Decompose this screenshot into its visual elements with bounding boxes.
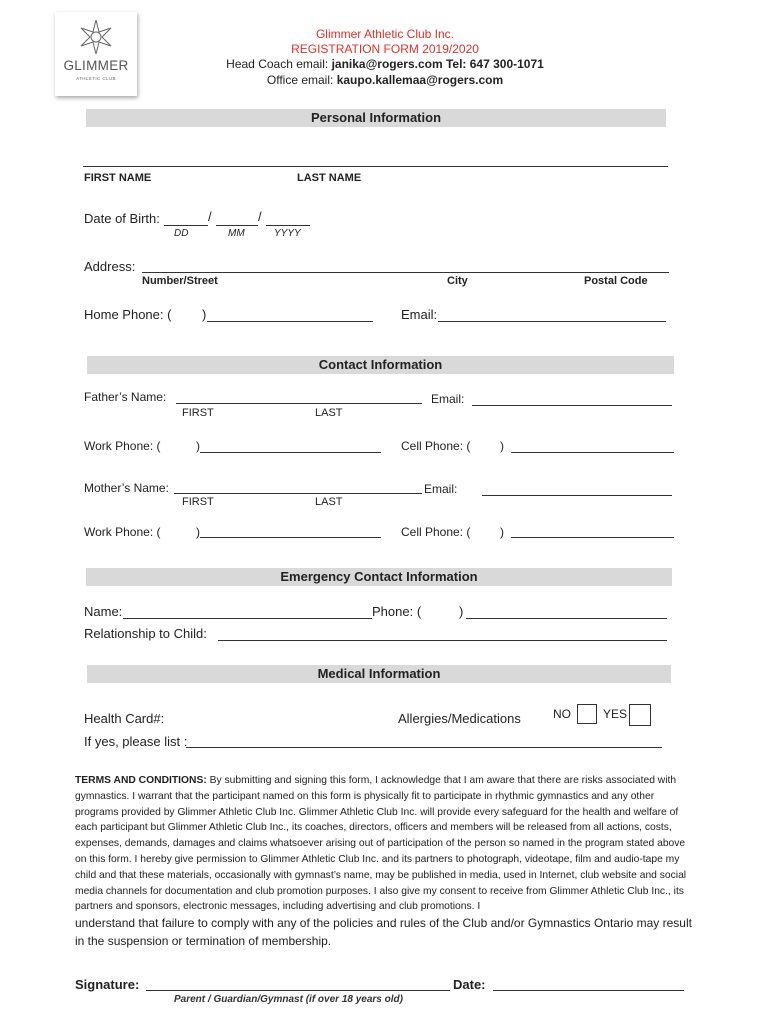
mother-last-hint: LAST xyxy=(315,496,343,508)
yes-checkbox[interactable] xyxy=(629,704,651,726)
dob-mm-field[interactable] xyxy=(216,225,258,226)
relationship-field[interactable] xyxy=(218,640,667,641)
email-label: Email: xyxy=(401,307,438,322)
emergency-phone-close: ) xyxy=(459,604,464,619)
yes-label: YES xyxy=(603,707,628,721)
if-yes-label: If yes, please list : xyxy=(84,734,188,749)
father-work-phone-label: Work Phone: ( xyxy=(84,439,161,453)
date-label: Date: xyxy=(453,977,486,992)
postal-code-label: Postal Code xyxy=(584,275,648,287)
father-last-hint: LAST xyxy=(315,407,343,419)
terms-closing: understand that failure to comply with any of the policies and rules of the Club and/or Gymnastics Ontario may result in the suspension or termination of membership. xyxy=(75,916,692,948)
mothers-name-label: Mother’s Name: xyxy=(84,481,169,495)
dob-dd-field[interactable] xyxy=(164,225,208,226)
mother-work-phone-label: Work Phone: ( xyxy=(84,525,161,539)
mother-email-label: Email: xyxy=(424,482,458,496)
office-email: kaupo.kallemaa@rogers.com xyxy=(336,73,504,87)
dob-dd-hint: DD xyxy=(174,228,189,239)
dob-mm-hint: MM xyxy=(228,228,245,239)
personal-section-title: Personal Information xyxy=(86,109,666,127)
father-cell-phone-field[interactable] xyxy=(511,452,674,453)
emergency-section-title: Emergency Contact Information xyxy=(86,568,672,586)
emergency-phone-label: Phone: ( xyxy=(372,604,422,619)
form-title: REGISTRATION FORM 2019/2020 xyxy=(291,42,479,56)
no-checkbox[interactable] xyxy=(577,704,597,724)
father-first-hint: FIRST xyxy=(182,407,214,419)
address-label: Address: xyxy=(84,259,136,274)
name-field[interactable] xyxy=(83,166,668,167)
last-name-label: LAST NAME xyxy=(297,172,362,184)
emergency-name-label: Name: xyxy=(84,604,123,619)
home-phone-close: ) xyxy=(202,307,207,322)
home-phone-label: Home Phone: ( xyxy=(84,307,172,322)
home-phone-field[interactable] xyxy=(207,321,373,322)
father-email-label: Email: xyxy=(431,392,465,406)
mother-cell-phone-field[interactable] xyxy=(511,537,674,538)
mother-first-hint: FIRST xyxy=(182,496,214,508)
logo-subtitle: ATHLETIC CLUB xyxy=(76,76,116,81)
email-field[interactable] xyxy=(438,321,666,322)
no-label: NO xyxy=(553,707,571,721)
dob-slash-2: / xyxy=(258,209,262,224)
mother-cell-phone-label: Cell Phone: ( xyxy=(401,525,471,539)
terms-and-conditions xyxy=(75,773,695,951)
medical-section-title: Medical Information xyxy=(87,665,671,683)
allergies-list-field[interactable] xyxy=(186,747,662,748)
father-cell-phone-label: Cell Phone: ( xyxy=(401,439,471,453)
coach-prefix: Head Coach email: xyxy=(226,57,332,71)
signature-field[interactable] xyxy=(146,990,450,991)
emergency-name-field[interactable] xyxy=(123,618,372,619)
coach-line xyxy=(0,57,770,71)
relationship-label: Relationship to Child: xyxy=(84,626,207,641)
emergency-phone-field[interactable] xyxy=(466,618,667,619)
address-field[interactable] xyxy=(142,272,669,273)
father-work-phone-field[interactable] xyxy=(200,452,381,453)
fathers-name-field[interactable] xyxy=(176,403,422,404)
club-name: Glimmer Athletic Club Inc. xyxy=(315,27,455,41)
father-work-close: ) xyxy=(196,439,200,453)
office-prefix: Office email: xyxy=(266,73,337,87)
mother-email-field[interactable] xyxy=(482,495,672,496)
father-cell-close: ) xyxy=(500,439,504,453)
terms-heading: TERMS AND CONDITIONS: xyxy=(75,775,207,786)
coach-contact: janika@rogers.com Tel: 647 300-1071 xyxy=(331,57,544,71)
contact-section-title: Contact Information xyxy=(87,356,674,374)
mothers-name-field[interactable] xyxy=(174,493,422,494)
dob-slash-1: / xyxy=(208,209,212,224)
fathers-name-label: Father’s Name: xyxy=(84,390,167,404)
dob-label: Date of Birth: xyxy=(84,211,160,226)
terms-body: By submitting and signing this form, I acknowledge that I am aware that there are risks associated with gymnastics. I warrant that the participant named on this form is physically fit to participate in rhythmic gymnastics and any other programs provided by Glimmer Athletic Club Inc. Glimmer Athletic Club Inc. will provide every safeguard for the health and welfare of each participant but Glimmer Athletic Club Inc., its coaches, directors, officers and members will be released from all actions, costs, expenses, demands, damages and claims whatsoever arising out of participation of the person so named in the program stated above on this form. I hereby give permission to Glimmer Athletic Club Inc. and its partners to photograph, videotape, film and audio-tape my child and that these materials, occasionally with gymnast’s name, may be published in media, used in Internet, club website and social media channels for documentation and club promotion purposes. I also give my consent to receive from Glimmer Athletic Club Inc., its partners and sponsors, electronic messages, including advertising and club promotions. I xyxy=(75,775,687,913)
father-email-field[interactable] xyxy=(472,405,672,406)
health-card-label: Health Card#: xyxy=(84,711,165,726)
dob-yyyy-field[interactable] xyxy=(266,225,310,226)
mother-work-phone-field[interactable] xyxy=(200,537,381,538)
office-line xyxy=(0,73,770,87)
date-field[interactable] xyxy=(493,990,684,991)
first-name-label: FIRST NAME xyxy=(84,172,152,184)
signature-note: Parent / Guardian/Gymnast (if over 18 years old) xyxy=(174,994,403,1005)
logo-name: GLIMMER xyxy=(63,58,129,73)
dob-yyyy-hint: YYYY xyxy=(274,228,301,239)
allergies-label: Allergies/Medications xyxy=(398,711,521,726)
number-street-label: Number/Street xyxy=(142,275,218,287)
city-label: City xyxy=(447,275,468,287)
mother-cell-close: ) xyxy=(500,525,504,539)
mother-work-close: ) xyxy=(196,525,200,539)
signature-label: Signature: xyxy=(75,977,140,992)
